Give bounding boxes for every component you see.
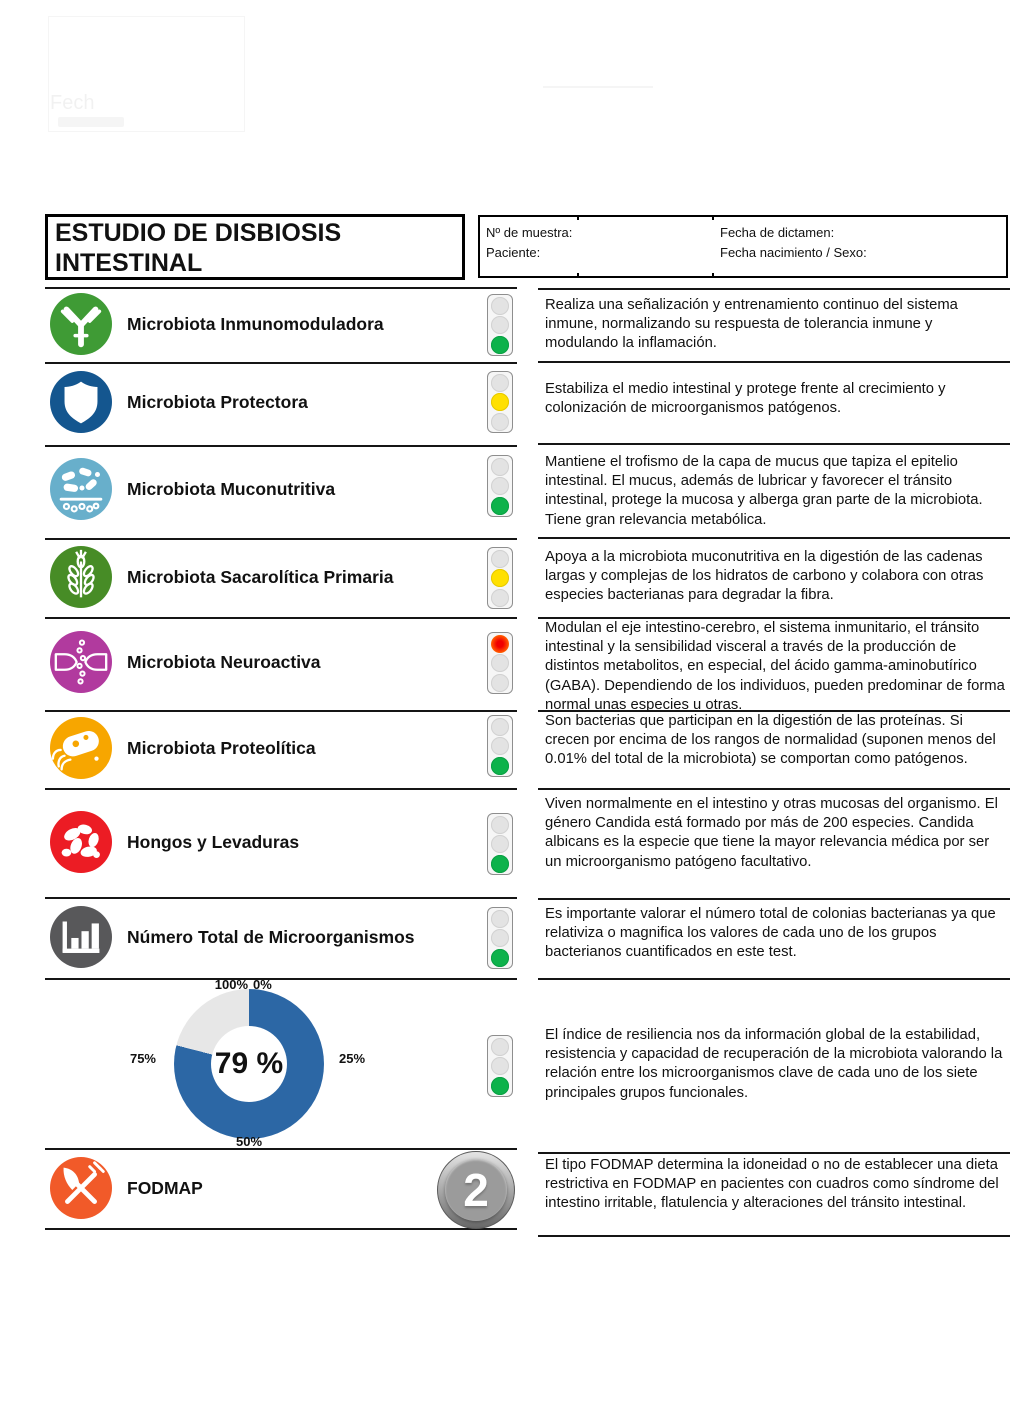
divider [538,361,1010,363]
traffic-light [487,1035,513,1097]
divider-tick [712,215,714,220]
yeast-cells-icon [50,811,112,873]
divider [538,443,1010,445]
divider [538,978,1010,980]
row-label-muconutritiva: Microbiota Muconutritiva [127,479,336,499]
bar-chart-icon [50,906,112,968]
row-label-fodmap: FODMAP [127,1178,203,1198]
divider [45,897,517,899]
divider [45,287,517,289]
donut-tick-50: 50% [235,1134,263,1149]
shield-icon [50,371,112,433]
wheat-icon [50,546,112,608]
row-label-neuroactiva: Microbiota Neuroactiva [127,652,321,672]
birth-sex-label: Fecha nacimiento / Sexo: [720,245,867,260]
resilience-value: 79 % [211,1026,287,1102]
patient-label: Paciente: [486,245,541,260]
row-description: Son bacterias que participan en la digestión de las proteínas. Si crecen por encima de los rangos de normalidad (suponen menos del 0.01% del total de la microbiota) se comportan como patógenos. [545,713,996,768]
divider [538,898,1010,900]
row-label-inmunomoduladora: Microbiota Inmunomoduladora [127,314,384,334]
traffic-light [487,371,513,433]
antibody-icon [50,293,112,355]
fodmap-type-badge [437,1151,515,1229]
redacted-text-bar [58,117,124,127]
synapse-icon [50,631,112,693]
row-description: Mantiene el trofismo de la capa de mucus que tapiza el epitelio intestinal. El mucus, además de lubricar y favorecer el tránsito intestinal, protege la mucosa y alberga gran parte de la microbiota. Tiene gran relevancia metabólica. [545,454,983,528]
divider [538,1152,1010,1154]
donut-tick-100: 100% [214,977,248,992]
traffic-light [487,294,513,356]
row-description: Es importante valorar el número total de colonias bacterianas ya que relativiza o magnifica los valores de cada uno de los grupos bacterianos cuantificados en este test. [545,906,996,961]
row-description: Viven normalmente en el intestino y otras mucosas del organismo. El género Candida está formado por más de 200 especies. Candida albicans es la especie que tiene la mayor relevancia médica por ser un microorganismo patógeno facultativo. [545,796,998,870]
divider [45,1148,517,1150]
traffic-light [487,455,513,517]
divider-tick [577,215,579,220]
divider-tick [577,273,579,278]
traffic-light [487,715,513,777]
row-description: Apoya a la microbiota muconutritiva en la digestión de las cadenas largas y complejas de los hidratos de carbono y colabora con otras especies bacterianas para degradar la fibra. [545,549,984,604]
divider [45,1228,517,1230]
divider [538,288,1010,290]
divider [45,710,517,712]
donut-tick-25: 25% [339,1051,366,1066]
row-description: Realiza una señalización y entrenamiento continuo del sistema inmune, normalizando su respuesta de tolerancia inmune y modulando la inflamación. [545,297,958,352]
traffic-light [487,632,513,694]
row-label-proteolitica: Microbiota Proteolítica [127,738,316,758]
row-label-protectora: Microbiota Protectora [127,392,308,412]
row-label-numero-total: Número Total de Microorganismos [127,927,415,947]
divider [538,788,1010,790]
mucus-bacteria-icon [50,458,112,520]
divider [45,362,517,364]
patient-info-box [478,215,1008,278]
report-date-label: Fecha de dictamen: [720,225,835,240]
redacted-text: Fech [50,92,95,114]
row-description: El tipo FODMAP determina la idoneidad o no de establecer una dieta restrictiva en FODMAP en pacientes con cuadros como síndrome del intestino irritable, flatulencia y alteraciones del tránsito intestinal. [545,1157,999,1212]
divider [538,537,1010,539]
fodmap-cutlery-icon [50,1157,112,1219]
traffic-light [487,547,513,609]
row-description: El índice de resiliencia nos da información global de la estabilidad, resistencia y capacidad de recuperación de la microbiota valorando la relación entre los microorganismos clave de cada uno de los siete principales grupos funcionales. [545,1027,1003,1101]
donut-tick-75: 75% [129,1051,156,1066]
row-description: Modulan el eje intestino-cerebro, el sistema inmunitario, el tránsito intestinal y la sensibilidad visceral a través de la producción de distintos metabolitos, en especial, del ácido gamma-aminobutírico (GABA). Dependiendo de los individuos, pueden predominar de forma normal unas especies u otras. [545,620,1005,713]
bacterium-icon [50,717,112,779]
traffic-light [487,907,513,969]
divider [45,538,517,540]
traffic-light [487,813,513,875]
donut-tick-0: 0% [253,977,272,992]
sample-number-label: Nº de muestra: [486,225,573,240]
redacted-line [543,86,653,88]
resilience-donut [174,989,324,1139]
row-label-sacarolitica: Microbiota Sacarolítica Primaria [127,567,394,587]
page-title: ESTUDIO DE DISBIOSIS INTESTINAL [45,214,465,280]
row-label-hongos: Hongos y Levaduras [127,832,300,852]
divider [45,978,517,980]
divider [45,617,517,619]
divider-tick [712,273,714,278]
fodmap-type-value: 2 [445,1159,507,1221]
divider [538,1235,1010,1237]
divider [45,445,517,447]
row-description: Estabiliza el medio intestinal y protege frente al crecimiento y colonización de microorganismos patógenos. [545,381,946,417]
divider [45,788,517,790]
